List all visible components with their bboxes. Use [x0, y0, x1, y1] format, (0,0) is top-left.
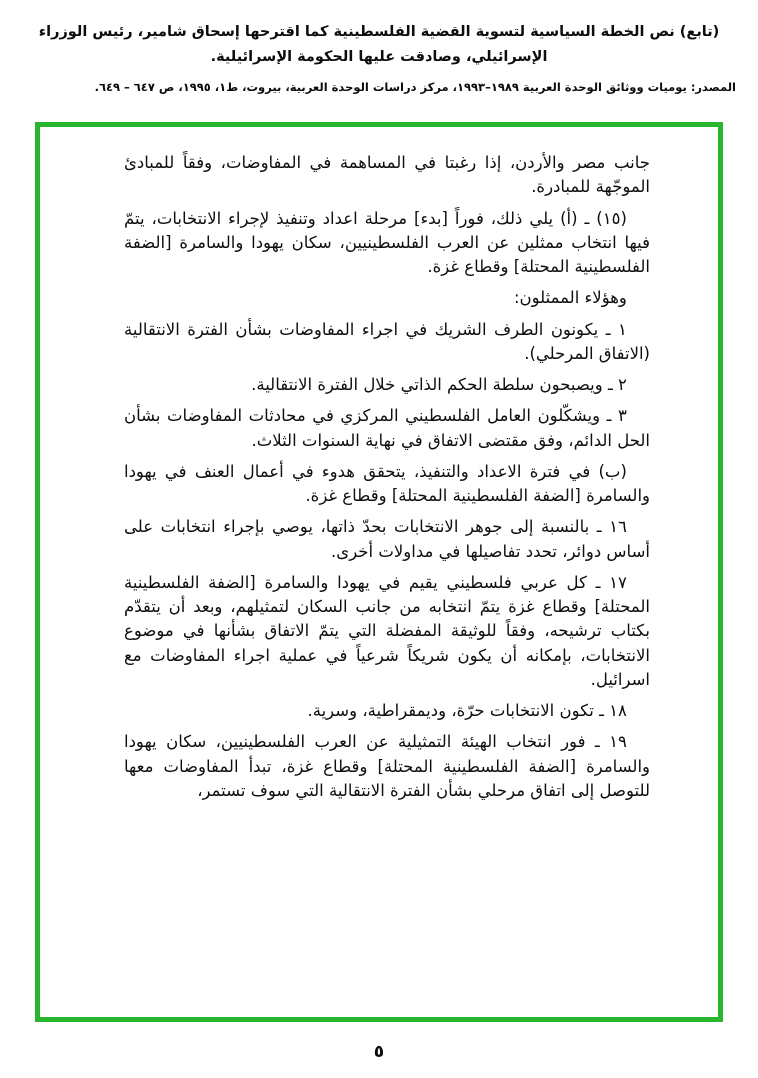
source-citation: المصدر: يوميات ووثائق الوحدة العربية ١٩٨٩–١٩٩٣، مركز دراسات الوحدة العربية، بيروت، ط١، ١٩٩٥، ص ٦٤٧ – ٦٤٩. [94, 79, 736, 94]
body-paragraph: ٣ ـ ويشكّلون العامل الفلسطيني المركزي في محادثات المفاوضات بشأن الحل الدائم، وفق مقتضى الاتفاق في نهاية السنوات الثلاث. [124, 406, 650, 450]
document-header [18, 20, 740, 94]
body-paragraph: ١٩ ـ فور انتخاب الهيئة التمثيلية عن العرب الفلسطينيين، سكان يهودا والسامرة [الضفة الفلسطينية المحتلة] وقطاع غزة، تبدأ المفاوضات معها للتوصل إلى اتفاق مرحلي بشأن الفترة الانتقالية التي سوف تستمر، [124, 732, 650, 800]
body-paragraph: (ب) في فترة الاعداد والتنفيذ، يتحقق هدوء في أعمال العنف في يهودا والسامرة [الضفة الفلسطينية المحتلة] وقطاع غزة. [124, 461, 650, 505]
body-frame [35, 122, 723, 1022]
body-paragraph: جانب مصر والأردن، إذا رغبتا في المساهمة في المفاوضات، وفقاً للمبادئ الموجّهة للمبادرة. [124, 153, 650, 197]
body-paragraph: ٢ ـ ويصبحون سلطة الحكم الذاتي خلال الفترة الانتقالية. [251, 375, 627, 394]
page-number: ٥ [373, 1042, 385, 1062]
body-paragraph: ١٦ ـ بالنسبة إلى جوهر الانتخابات بحدّ ذاتها، يوصي بإجراء انتخابات على أساس دوائر، تحدد تفاصيلها في مداولات أخرى. [124, 517, 650, 561]
body-text [40, 127, 718, 828]
body-paragraph: ١٧ ـ كل عربي فلسطيني يقيم في يهودا والسامرة [الضفة الفلسطينية المحتلة] وقطاع غزة يتمّ انتخابه من جانب السكان لتمثيلهم، وبعد أن يتقدّم بكتاب ترشيحه، وفقاً للوثيقة المفضلة التي يتمّ الاتفاق بشأنها في موضوع الانتخابات، بإمكانه أن يكون شريكاً شرعياً في عملية اجراء المفاوضات مع اسرائيل. [124, 572, 650, 689]
body-paragraph: ١ ـ يكونون الطرف الشريك في اجراء المفاوضات بشأن الفترة الانتقالية (الاتفاق المرحلي). [124, 319, 650, 363]
body-paragraph: (١٥) ـ (أ) يلي ذلك، فوراً [بدء] مرحلة اعداد وتنفيذ لإجراء الانتخابات، يتمّ فيها انتخاب ممثلين عن العرب الفلسطينيين، سكان يهودا والسامرة [الضفة الفلسطينية المحتلة] وقطاع غزة. [124, 208, 650, 276]
body-paragraph: وهؤلاء الممثلون: [513, 288, 627, 308]
document-title: (تابع) نص الخطة السياسية لتسوية القضية الفلسطينية كما اقترحها إسحاق شامير، رئيس الوزراء الإسرائيلي، وصادقت عليها الحكومة الإسرائيلية. [38, 24, 720, 66]
body-paragraph: ١٨ ـ تكون الانتخابات حرّة، وديمقراطية، وسرية. [307, 701, 627, 720]
